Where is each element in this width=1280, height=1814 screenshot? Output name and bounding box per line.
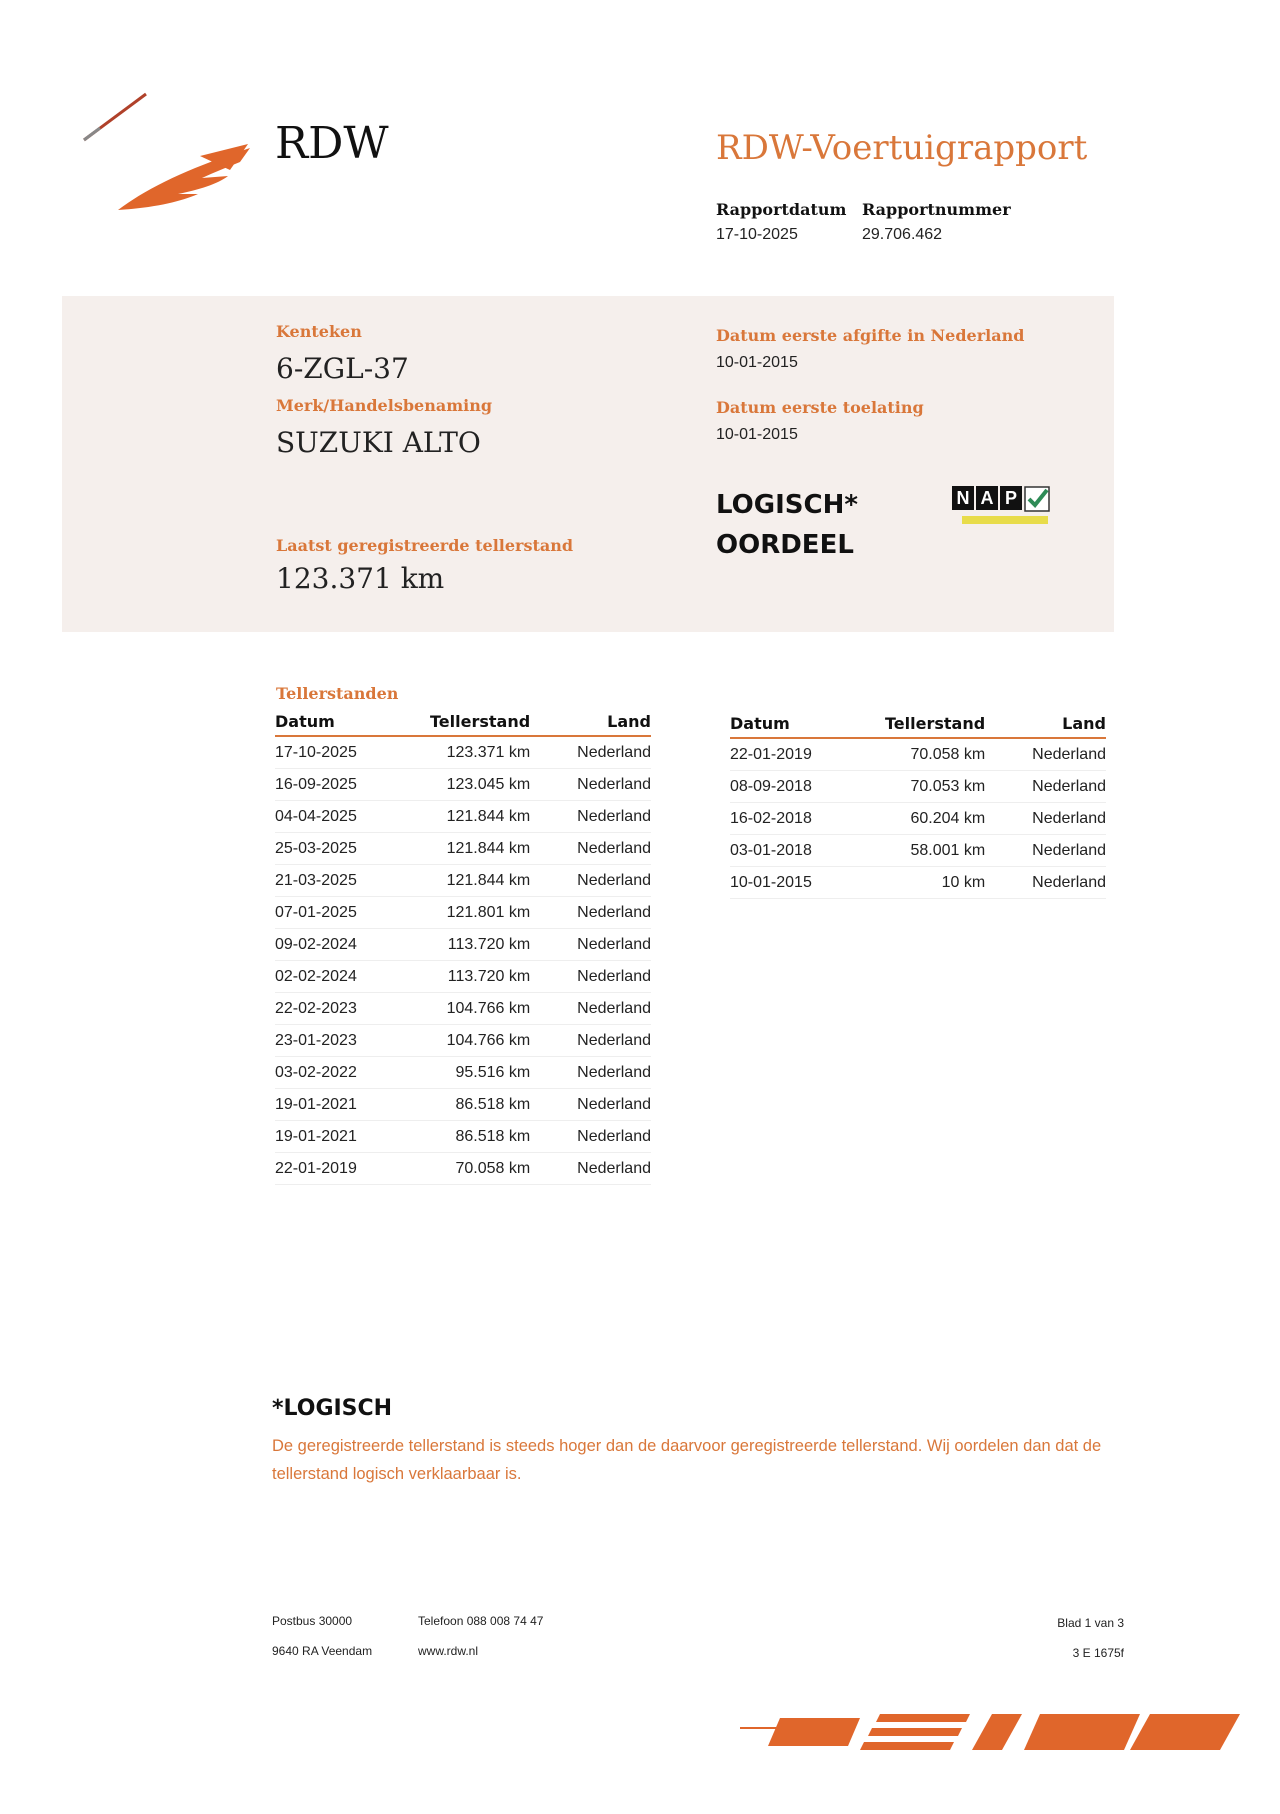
footer-postbus: Postbus 30000 <box>272 1614 353 1628</box>
row-odometer: 95.516 km <box>430 1057 530 1089</box>
table-row <box>730 803 1106 835</box>
row-country: Nederland <box>985 803 1106 835</box>
col-tellerstand: Tellerstand <box>885 714 985 738</box>
report-number-label: Rapportnummer <box>862 200 1011 219</box>
first-admission-label: Datum eerste toelating <box>716 398 924 417</box>
table-row <box>730 738 1106 771</box>
row-country: Nederland <box>530 1121 651 1153</box>
report-number: 29.706.462 <box>862 226 943 243</box>
table-row <box>275 833 651 865</box>
table-row <box>730 771 1106 803</box>
row-odometer: 104.766 km <box>430 993 530 1025</box>
readings-table-left <box>275 712 651 1185</box>
last-odometer-label: Laatst geregistreerde tellerstand <box>276 536 574 555</box>
col-land: Land <box>530 712 651 736</box>
table-row <box>730 835 1106 867</box>
table-row <box>275 801 651 833</box>
nap-badge <box>952 486 1054 526</box>
nap-letter-n: N <box>952 486 974 510</box>
plate: 6-ZGL-37 <box>276 352 409 385</box>
row-date: 08-09-2018 <box>730 771 885 803</box>
row-date: 22-01-2019 <box>730 738 885 771</box>
row-odometer: 104.766 km <box>430 1025 530 1057</box>
row-country: Nederland <box>530 1089 651 1121</box>
table-row <box>275 961 651 993</box>
row-date: 02-02-2024 <box>275 961 430 993</box>
table-row <box>275 1057 651 1089</box>
row-odometer: 58.001 km <box>885 835 985 867</box>
footer-page: Blad 1 van 3 <box>1057 1616 1124 1630</box>
row-country: Nederland <box>530 993 651 1025</box>
row-country: Nederland <box>530 1057 651 1089</box>
footer-city: 9640 RA Veendam <box>272 1644 373 1658</box>
row-country: Nederland <box>530 961 651 993</box>
table-row <box>275 1121 651 1153</box>
brand-label: Merk/Handelsbenaming <box>276 396 493 415</box>
row-odometer: 60.204 km <box>885 803 985 835</box>
row-odometer: 70.058 km <box>430 1153 530 1185</box>
row-date: 10-01-2015 <box>730 867 885 899</box>
row-date: 23-01-2023 <box>275 1025 430 1057</box>
row-date: 16-09-2025 <box>275 769 430 801</box>
row-country: Nederland <box>985 771 1106 803</box>
footer-phone: Telefoon 088 008 74 47 <box>418 1614 544 1628</box>
check-icon <box>1024 486 1050 512</box>
row-country: Nederland <box>530 769 651 801</box>
table-row <box>275 897 651 929</box>
row-odometer: 121.844 km <box>430 833 530 865</box>
row-date: 07-01-2025 <box>275 897 430 929</box>
report-title: RDW-Voertuigrapport <box>716 128 1088 168</box>
first-issue-nl-label: Datum eerste afgifte in Nederland <box>716 326 1025 345</box>
table-row <box>275 1025 651 1057</box>
col-land: Land <box>985 714 1106 738</box>
row-odometer: 121.801 km <box>430 897 530 929</box>
table-row <box>275 736 651 769</box>
first-admission: 10-01-2015 <box>716 426 798 443</box>
col-tellerstand: Tellerstand <box>430 712 530 736</box>
row-country: Nederland <box>530 833 651 865</box>
row-country: Nederland <box>530 801 651 833</box>
row-odometer: 70.058 km <box>885 738 985 771</box>
row-date: 21-03-2025 <box>275 865 430 897</box>
footer-code: 3 E 1675f <box>1072 1646 1124 1660</box>
col-datum: Datum <box>730 714 885 738</box>
row-date: 03-01-2018 <box>730 835 885 867</box>
row-odometer: 86.518 km <box>430 1089 530 1121</box>
row-country: Nederland <box>985 738 1106 771</box>
row-date: 17-10-2025 <box>275 736 430 769</box>
table-row <box>275 865 651 897</box>
row-odometer: 121.844 km <box>430 865 530 897</box>
row-odometer: 113.720 km <box>430 961 530 993</box>
row-country: Nederland <box>985 835 1106 867</box>
nap-letter-p: P <box>1000 486 1022 510</box>
row-date: 03-02-2022 <box>275 1057 430 1089</box>
plate-label: Kenteken <box>276 322 362 341</box>
row-date: 22-01-2019 <box>275 1153 430 1185</box>
brand: SUZUKI ALTO <box>276 426 481 459</box>
nap-letter-a: A <box>976 486 998 510</box>
decorative-stripes <box>740 1706 1240 1756</box>
row-country: Nederland <box>530 897 651 929</box>
table-row <box>275 993 651 1025</box>
row-odometer: 10 km <box>885 867 985 899</box>
row-odometer: 123.045 km <box>430 769 530 801</box>
org-name: RDW <box>275 118 389 169</box>
table-row <box>275 929 651 961</box>
row-odometer: 121.844 km <box>430 801 530 833</box>
table-row <box>730 867 1106 899</box>
last-odometer: 123.371 km <box>276 562 445 595</box>
row-odometer: 113.720 km <box>430 929 530 961</box>
row-country: Nederland <box>530 736 651 769</box>
note-text: De geregistreerde tellerstand is steeds hoger dan de daarvoor geregistreerde tellerstand. Wij oordelen dan dat de tellerstand logisch verklaarbaar is. <box>272 1437 1102 1483</box>
row-date: 09-02-2024 <box>275 929 430 961</box>
row-date: 04-04-2025 <box>275 801 430 833</box>
readings-title: Tellerstanden <box>276 684 399 703</box>
row-date: 19-01-2021 <box>275 1121 430 1153</box>
verdict-line1: LOGISCH* <box>716 490 858 520</box>
row-country: Nederland <box>530 1153 651 1185</box>
row-country: Nederland <box>985 867 1106 899</box>
row-odometer: 86.518 km <box>430 1121 530 1153</box>
row-date: 19-01-2021 <box>275 1089 430 1121</box>
row-country: Nederland <box>530 1025 651 1057</box>
note-title: *LOGISCH <box>272 1396 393 1421</box>
row-odometer: 70.053 km <box>885 771 985 803</box>
vehicle-panel <box>62 296 1114 632</box>
report-date-label: Rapportdatum <box>716 200 847 219</box>
report-date: 17-10-2025 <box>716 226 798 243</box>
row-date: 16-02-2018 <box>730 803 885 835</box>
row-odometer: 123.371 km <box>430 736 530 769</box>
verdict-line2: OORDEEL <box>716 530 854 560</box>
table-row <box>275 1089 651 1121</box>
first-issue-nl: 10-01-2015 <box>716 354 798 371</box>
row-country: Nederland <box>530 865 651 897</box>
table-row <box>275 769 651 801</box>
row-country: Nederland <box>530 929 651 961</box>
col-datum: Datum <box>275 712 430 736</box>
rdw-logo <box>80 86 260 216</box>
readings-table-right <box>730 714 1106 899</box>
nap-bar <box>962 516 1048 524</box>
table-row <box>275 1153 651 1185</box>
footer-website[interactable]: www.rdw.nl <box>418 1644 479 1658</box>
row-date: 22-02-2023 <box>275 993 430 1025</box>
row-date: 25-03-2025 <box>275 833 430 865</box>
